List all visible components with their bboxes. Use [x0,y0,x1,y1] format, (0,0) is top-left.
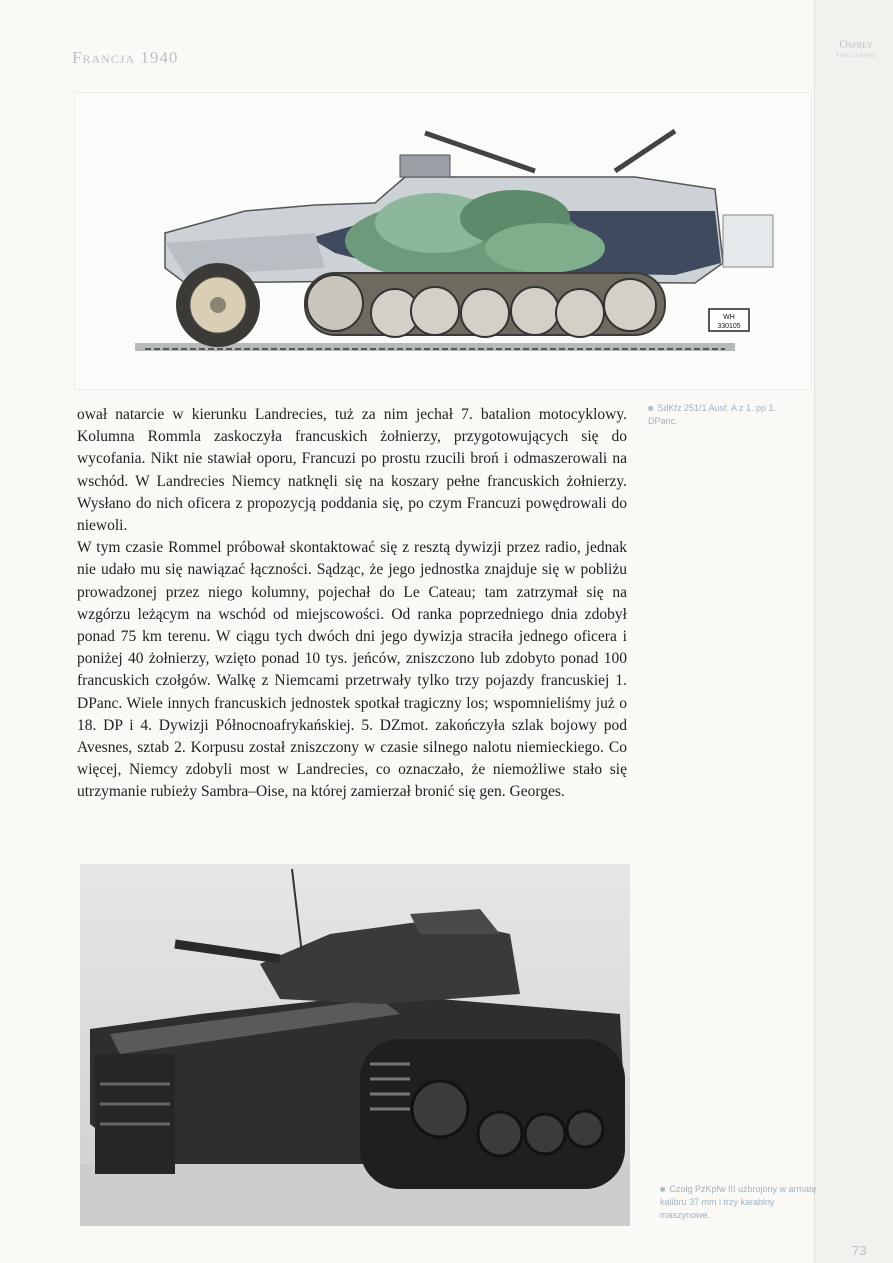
svg-text:330105: 330105 [717,323,741,330]
photo-caption-text: Czołg PzKpfw III uzbrojony w armatę kalibru 37 mm i trzy karabiny maszynowe. [660,1184,817,1220]
halftrack-drawing [75,93,811,389]
body-text [77,404,627,804]
margin-strip [814,0,893,1263]
halftrack-illustration [74,92,812,390]
publisher-logo: Osprey [839,37,873,51]
svg-text:WH: WH [723,314,735,321]
publisher-logo-sub: PUBLISHING [835,53,877,59]
tank-photo [80,864,630,1226]
tank-photo-drawing [80,864,630,1226]
caption-bullet-icon: ■ [648,403,654,413]
illustration-caption [648,402,808,428]
section-header: Francja 1940 [72,48,179,67]
illustration-caption-text: SdKfz 251/1 Ausf. A z 1. pp 1. DPanc. [648,403,777,426]
page-number: 73 [852,1243,867,1258]
photo-caption [660,1183,820,1222]
paragraph: W tym czasie Rommel próbował skontaktować się z resztą dywizji przez radio, jednak nie udało mu się nawiązać łączności. Sądząc, że jego jednostka znajduje się w pobliżu prowadzonej przez niego kolumny, pojechał do Le Cateau; tam zatrzymał się na wzgórzu leżącym na wschód od miejscowości. Od ranka poprzedniego dnia zdobył ponad 75 km terenu. W ciągu tych dwóch dni jego dywizja straciła jednego oficera i poniżej 40 żołnierzy, wzięto ponad 10 tys. jeńców, zniszczono lub zdobyto ponad 100 francuskich czołgów. Walkę z Niemcami przetrwały tylko trzy pojazdy francuskiej 1. DPanc. Wiele innych francuskich jednostek spotkał tragiczny los; wspomnieliśmy już o 18. DP i 4. Dywizji Północnoafrykańskiej. 5. DZmot. zakończyła szlak bojowy pod Avesnes, sztab 2. Korpusu został zniszczony w czasie silnego nalotu niemieckiego. Co więcej, Niemcy zdobyli most w Landrecies, co oznaczało, że niemożliwe stało się utrzymanie rubieży Sambra–Oise, na której zamierzał bronić się gen. Georges. [77,539,627,801]
caption-bullet-icon: ■ [660,1184,666,1194]
paragraph: ował natarcie w kierunku Landrecies, tuż za nim jechał 7. batalion motocyklowy. Kolumna Rommla zaskoczyła francuskich żołnierzy, przygotowujących się do wycofania. Nikt nie stawiał oporu, Francuzi po prostu rzucili broń i odmaszerowali na wschód. W Landrecies Niemcy natknęli się na koszary pełne francuskich żołnierzy. Wysłano do nich oficera z propozycją poddania się, po czym Francuzi powędrowali do niewoli. [77,406,627,535]
